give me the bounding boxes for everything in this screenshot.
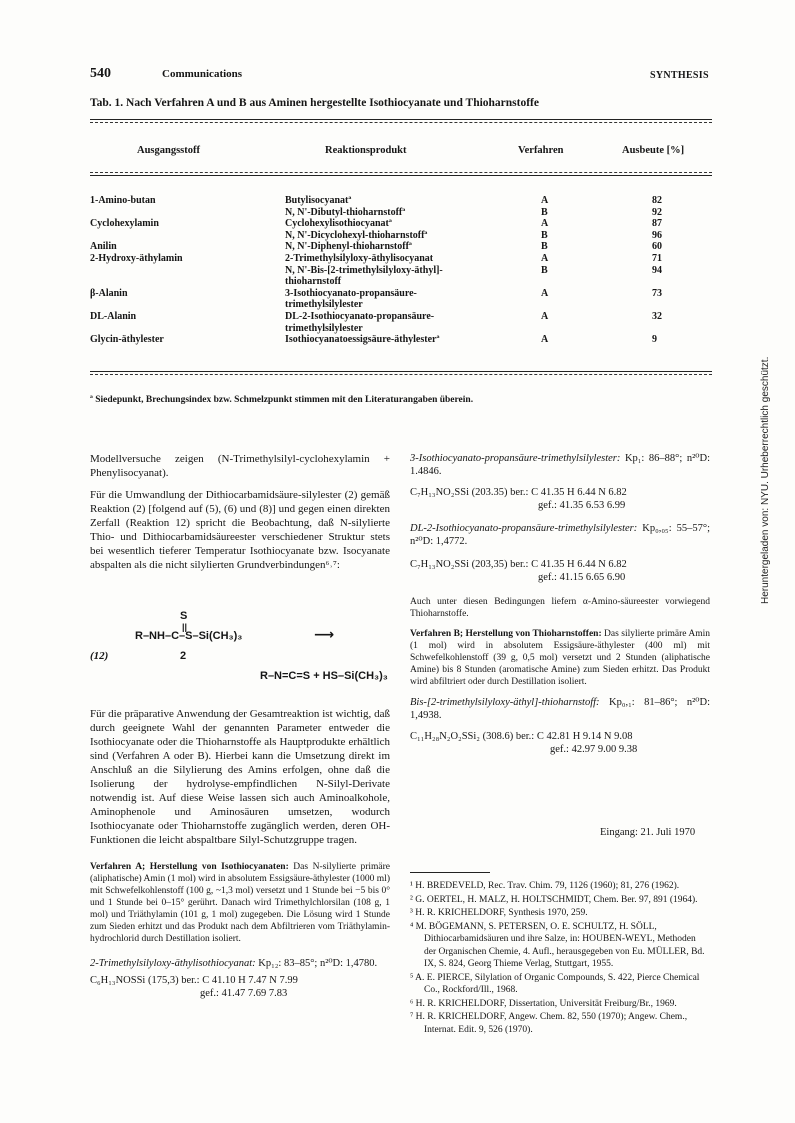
scheme-label: (12) xyxy=(90,650,109,662)
cell-ausbeute: 71 xyxy=(652,253,662,264)
col-header-ausbeute: Ausbeute [%] xyxy=(622,145,685,156)
reference-item: ² G. OERTEL, H. MALZ, H. HOLTSCHMIDT, Chem. Ber. 97, 891 (1964). xyxy=(410,894,698,905)
cell-ausbeute: 87 xyxy=(652,218,662,230)
journal-name: SYNTHESIS xyxy=(650,70,709,81)
reaction-scheme xyxy=(90,608,390,688)
cell-reaktionsprodukt: Isothiocyanatoessigsäure-äthylesterª xyxy=(285,334,440,346)
cell-reaktionsprodukt: 2-Trimethylsilyloxy-äthylisocyanat xyxy=(285,253,434,264)
cell-verfahren: A xyxy=(541,253,549,264)
cell-ausbeute: 32 xyxy=(652,311,662,322)
reference-item: ⁵ A. E. PIERCE, Silylation of Organic Compounds, S. 422, Pierce Chemical Co., Rockford/Ill., 1968. xyxy=(410,972,700,995)
cell-ausbeute: 9 xyxy=(652,334,657,346)
compound-data: Kp₀,₀₅: 55–57°; n²⁰D: 1,4772. xyxy=(410,523,710,547)
cell-ausgangsstoff: β-Alanin xyxy=(90,287,128,299)
paragraph: Für die präparative Anwendung der Gesamtreaktion ist wichtig, daß durch geeignete Wahl der genannten Parameter entweder die Isothiocyanate oder die Thioharnstoffe als Hauptprodukte erhältlich sind (Verfahren A oder B). Hierbei kann die Umsetzung direkt im Anschluß an die Silylierung des Amins erfolgen, ohne daß die Isolierung der hydrolyse-empfindlichen N-Silyl-Derivate notwendig ist. Auf diese Weise lassen sich auch Aminoalkohole, Aminophenole und Aminosäuren umsetzen, wodurch Isothiocyanate oder Thioharnstoffe zugänglich werden, deren OH-Funktionen die leicht abspaltbare Silyl-Schutzgruppe tragen. xyxy=(90,708,390,846)
compound-3-found: gef.: 41.15 6.65 6.90 xyxy=(538,572,626,583)
cell-reaktionsprodukt: Cyclohexylisothiocyanatª xyxy=(285,218,392,230)
cell-ausbeute: 60 xyxy=(652,241,662,253)
compound-name: Bis-[2-trimethylsilyloxy-äthyl]-thioharnstoff: xyxy=(410,697,600,708)
reference-item: ⁷ H. R. KRICHELDORF, Angew. Chem. 82, 550 (1970); Angew. Chem., Internat. Edit. 9, 526 (1970). xyxy=(410,1012,688,1035)
reference-item: ¹ H. BREDEVELD, Rec. Trav. Chim. 79, 1126 (1960); 81, 276 (1962). xyxy=(410,881,680,891)
reference-item: ⁶ H. R. KRICHELDORF, Dissertation, Universität Freiburg/Br., 1969. xyxy=(410,998,677,1009)
table-caption: Tab. 1. Nach Verfahren A und B aus Aminen hergestellte Isothiocyanate und Thioharnstoffe xyxy=(90,97,539,109)
cell-reaktionsprodukt: trimethylsilylester xyxy=(285,299,363,311)
cell-ausbeute: 96 xyxy=(652,229,662,241)
compound-name: 2-Trimethylsilyloxy-äthylisothiocyanat: xyxy=(90,958,256,969)
received-date: Eingang: 21. Juli 1970 xyxy=(600,827,696,838)
compound-1 xyxy=(90,957,390,970)
cell-ausgangsstoff: Anilin xyxy=(90,241,117,253)
cell-reaktionsprodukt: thioharnstoff xyxy=(285,276,342,288)
cell-verfahren: B xyxy=(541,229,548,241)
procedure-b xyxy=(410,628,710,688)
compound-3-formula: C₇H₁₃NO₂SSi (203,35) ber.: C 41.35 H 6.44 N 6.82 xyxy=(410,559,627,570)
compound-4 xyxy=(410,696,710,722)
cell-verfahren: A xyxy=(541,334,549,346)
compound-2 xyxy=(410,452,710,478)
cell-reaktionsprodukt: DL-2-Isothiocyanato-propansäure- xyxy=(285,311,435,322)
procedure-b-text: Das silylierte primäre Amin (1 mol) wird in absolutem Essigsäure-äthylester (400 ml) mit Schwefelkohlenstoff (39 g, 0,5 mol) versetzt und 2 Stunden (aliphatische Amine) bis 8 Stunden (aromatische Amine) zum Sieden erhitzt. Das Produkt wird abfiltriert oder durch Destillation isoliert. xyxy=(410,629,710,687)
col-header-verfahren: Verfahren xyxy=(518,145,564,156)
cell-reaktionsprodukt: N, N'-Dicyclohexyl-thioharnstoffª xyxy=(285,229,428,241)
cell-reaktionsprodukt: N, N'-Bis-[2-trimethylsilyloxy-äthyl]- xyxy=(285,264,443,276)
cell-verfahren: A xyxy=(541,311,549,322)
cell-ausgangsstoff: Glycin-äthylester xyxy=(90,334,164,346)
compound-data: Kp₁: 86–88°; n²⁰D: 1.4846. xyxy=(410,453,710,477)
compound-data: Kp₀,₁: 81–86°; n²⁰D: 1,4938. xyxy=(410,697,710,721)
cell-reaktionsprodukt: N, N'-Diphenyl-thioharnstoffª xyxy=(285,241,412,253)
page-number: 540 xyxy=(90,66,111,81)
left-column-continued xyxy=(90,707,390,1000)
paragraph: Modellversuche zeigen (N-Trimethylsilyl-cyclohexylamin + Phenylisocyanat). xyxy=(90,453,390,479)
procedure-a-text: Das N-silylierte primäre (aliphatische) Amin (1 mol) wird in absolutem Essigsäure-äthylester (1000 ml) mit Schwefelkohlenstoff (100 g, ~1,3 mol) versetzt und 1 Stunde bei −5 bis 0° und 1 Stunde bei 0–15° gerührt. Danach wird Trimethylchlorsilan (108 g, 1 mol) und Triäthylamin (101 g, 1 mol) zugegeben. Die Lösung wird 1 Stunde zum Sieden erhitzt und das Produkt nach dem Abfiltrieren vom Triäthylamin-hydrochlorid durch Destillation isoliert. xyxy=(90,862,391,944)
compound-data: Kp₁₂: 83–85°; n²⁰D: 1,4780. xyxy=(255,958,378,969)
col-header-ausgangsstoff: Ausgangsstoff xyxy=(137,145,201,156)
compound-name: DL-2-Isothiocyanato-propansäure-trimethylsilylester: xyxy=(410,523,638,534)
cell-ausbeute: 92 xyxy=(652,206,662,218)
results-table xyxy=(90,119,712,381)
cell-ausgangsstoff: 1-Amino-butan xyxy=(90,195,156,206)
compound-2-formula: C₇H₁₃NO₂SSi (203.35) ber.: C 41.35 H 6.44 N 6.82 xyxy=(410,487,627,498)
cell-reaktionsprodukt: N, N'-Dibutyl-thioharnstoffª xyxy=(285,206,406,218)
section-title: Communications xyxy=(162,68,243,80)
compound-1-formula: C₆H₁₃NOSSi (175,3) ber.: C 41.10 H 7.47 N 7.99 xyxy=(90,975,298,986)
download-notice: Heruntergeladen von: NYU. Urheberrechtlich geschützt. xyxy=(760,356,771,604)
reference-item: ⁴ M. BÖGEMANN, S. PETERSEN, O. E. SCHULTZ, H. SÖLL, Dithiocarbamidsäuren und ihre Salze, in: HOUBEN-WEYL, Methoden der Organischen Chemie, 4. Aufl., herausgegeben von Eu. MÜLLER, Bd. IX, S. 824, Georg Thieme Verlag, Stuttgart, 1955. xyxy=(410,921,705,969)
scheme-double-bond: || xyxy=(182,622,188,632)
references-divider xyxy=(410,872,490,873)
cell-reaktionsprodukt: Butylisocyanatª xyxy=(285,195,352,206)
cell-verfahren: A xyxy=(541,195,549,206)
procedure-b-heading: Verfahren B; Herstellung von Thioharnstoffen: xyxy=(410,629,602,639)
paragraph: Auch unter diesen Bedingungen liefern α-Amino-säureester vorwiegend Thioharnstoffe. xyxy=(410,597,710,619)
cell-reaktionsprodukt: trimethylsilylester xyxy=(285,322,363,334)
compound-name: 3-Isothiocyanato-propansäure-trimethylsilylester: xyxy=(410,453,621,464)
cell-verfahren: B xyxy=(541,206,548,218)
compound-1-found: gef.: 41.47 7.69 7.83 xyxy=(200,988,288,999)
compound-4-found: gef.: 42.97 9.00 9.38 xyxy=(550,744,638,755)
scheme-products: R–N=C=S + HS–Si(CH₃)₃ xyxy=(260,670,388,682)
scheme-reactant: R–NH–C–S–Si(CH₃)₃ xyxy=(135,630,243,642)
cell-verfahren: A xyxy=(541,218,549,230)
cell-ausbeute: 94 xyxy=(652,264,662,276)
scheme-s-label: S xyxy=(180,610,188,622)
compound-2-found: gef.: 41.35 6.53 6.99 xyxy=(538,500,626,511)
cell-ausgangsstoff: 2-Hydroxy-äthylamin xyxy=(90,253,183,264)
cell-ausbeute: 82 xyxy=(652,195,662,206)
cell-verfahren: B xyxy=(541,264,548,276)
compound-4-formula: C₁₁H₂₈N₂O₂SSi₂ (308.6) ber.: C 42.81 H 9.14 N 9.08 xyxy=(410,731,633,742)
cell-verfahren: A xyxy=(541,287,549,299)
procedure-a-heading: Verfahren A; Herstellung von Isothiocyanaten: xyxy=(90,862,289,872)
scheme-compound-number: 2 xyxy=(180,650,187,662)
cell-verfahren: B xyxy=(541,241,548,253)
cell-reaktionsprodukt: 3-Isothiocyanato-propansäure- xyxy=(285,287,417,299)
left-column xyxy=(90,452,390,580)
cell-ausbeute: 73 xyxy=(652,287,662,299)
col-header-reaktionsprodukt: Reaktionsprodukt xyxy=(325,145,407,156)
arrow-icon: ⟶ xyxy=(314,626,335,642)
right-column xyxy=(410,452,710,756)
paragraph: Für die Umwandlung der Dithiocarbamidsäure-silylester (2) gemäß Reaktion (2) [folgend auf (5), (6) und (8)] und gegen einen direkten Zerfall (Reaktion 12) spricht die Beobachtung, daß N-silylierte Thio- und Dithiocarbamidsäureester verschiedener Struktur stets bei wesentlich tieferer Temperatur Isothiocyanate bzw. Isocyanate abspalten als die nicht silylierten Grundverbindungen⁶˒⁷: xyxy=(90,489,390,571)
cell-ausgangsstoff: DL-Alanin xyxy=(90,311,137,322)
cell-ausgangsstoff: Cyclohexylamin xyxy=(90,218,159,230)
references-list xyxy=(410,880,710,1037)
table-footnote: ª Siedepunkt, Brechungsindex bzw. Schmelzpunkt stimmen mit den Literaturangaben überein. xyxy=(90,395,474,405)
compound-3 xyxy=(410,522,710,548)
procedure-a xyxy=(90,861,390,945)
reference-item: ³ H. R. KRICHELDORF, Synthesis 1970, 259. xyxy=(410,908,588,918)
